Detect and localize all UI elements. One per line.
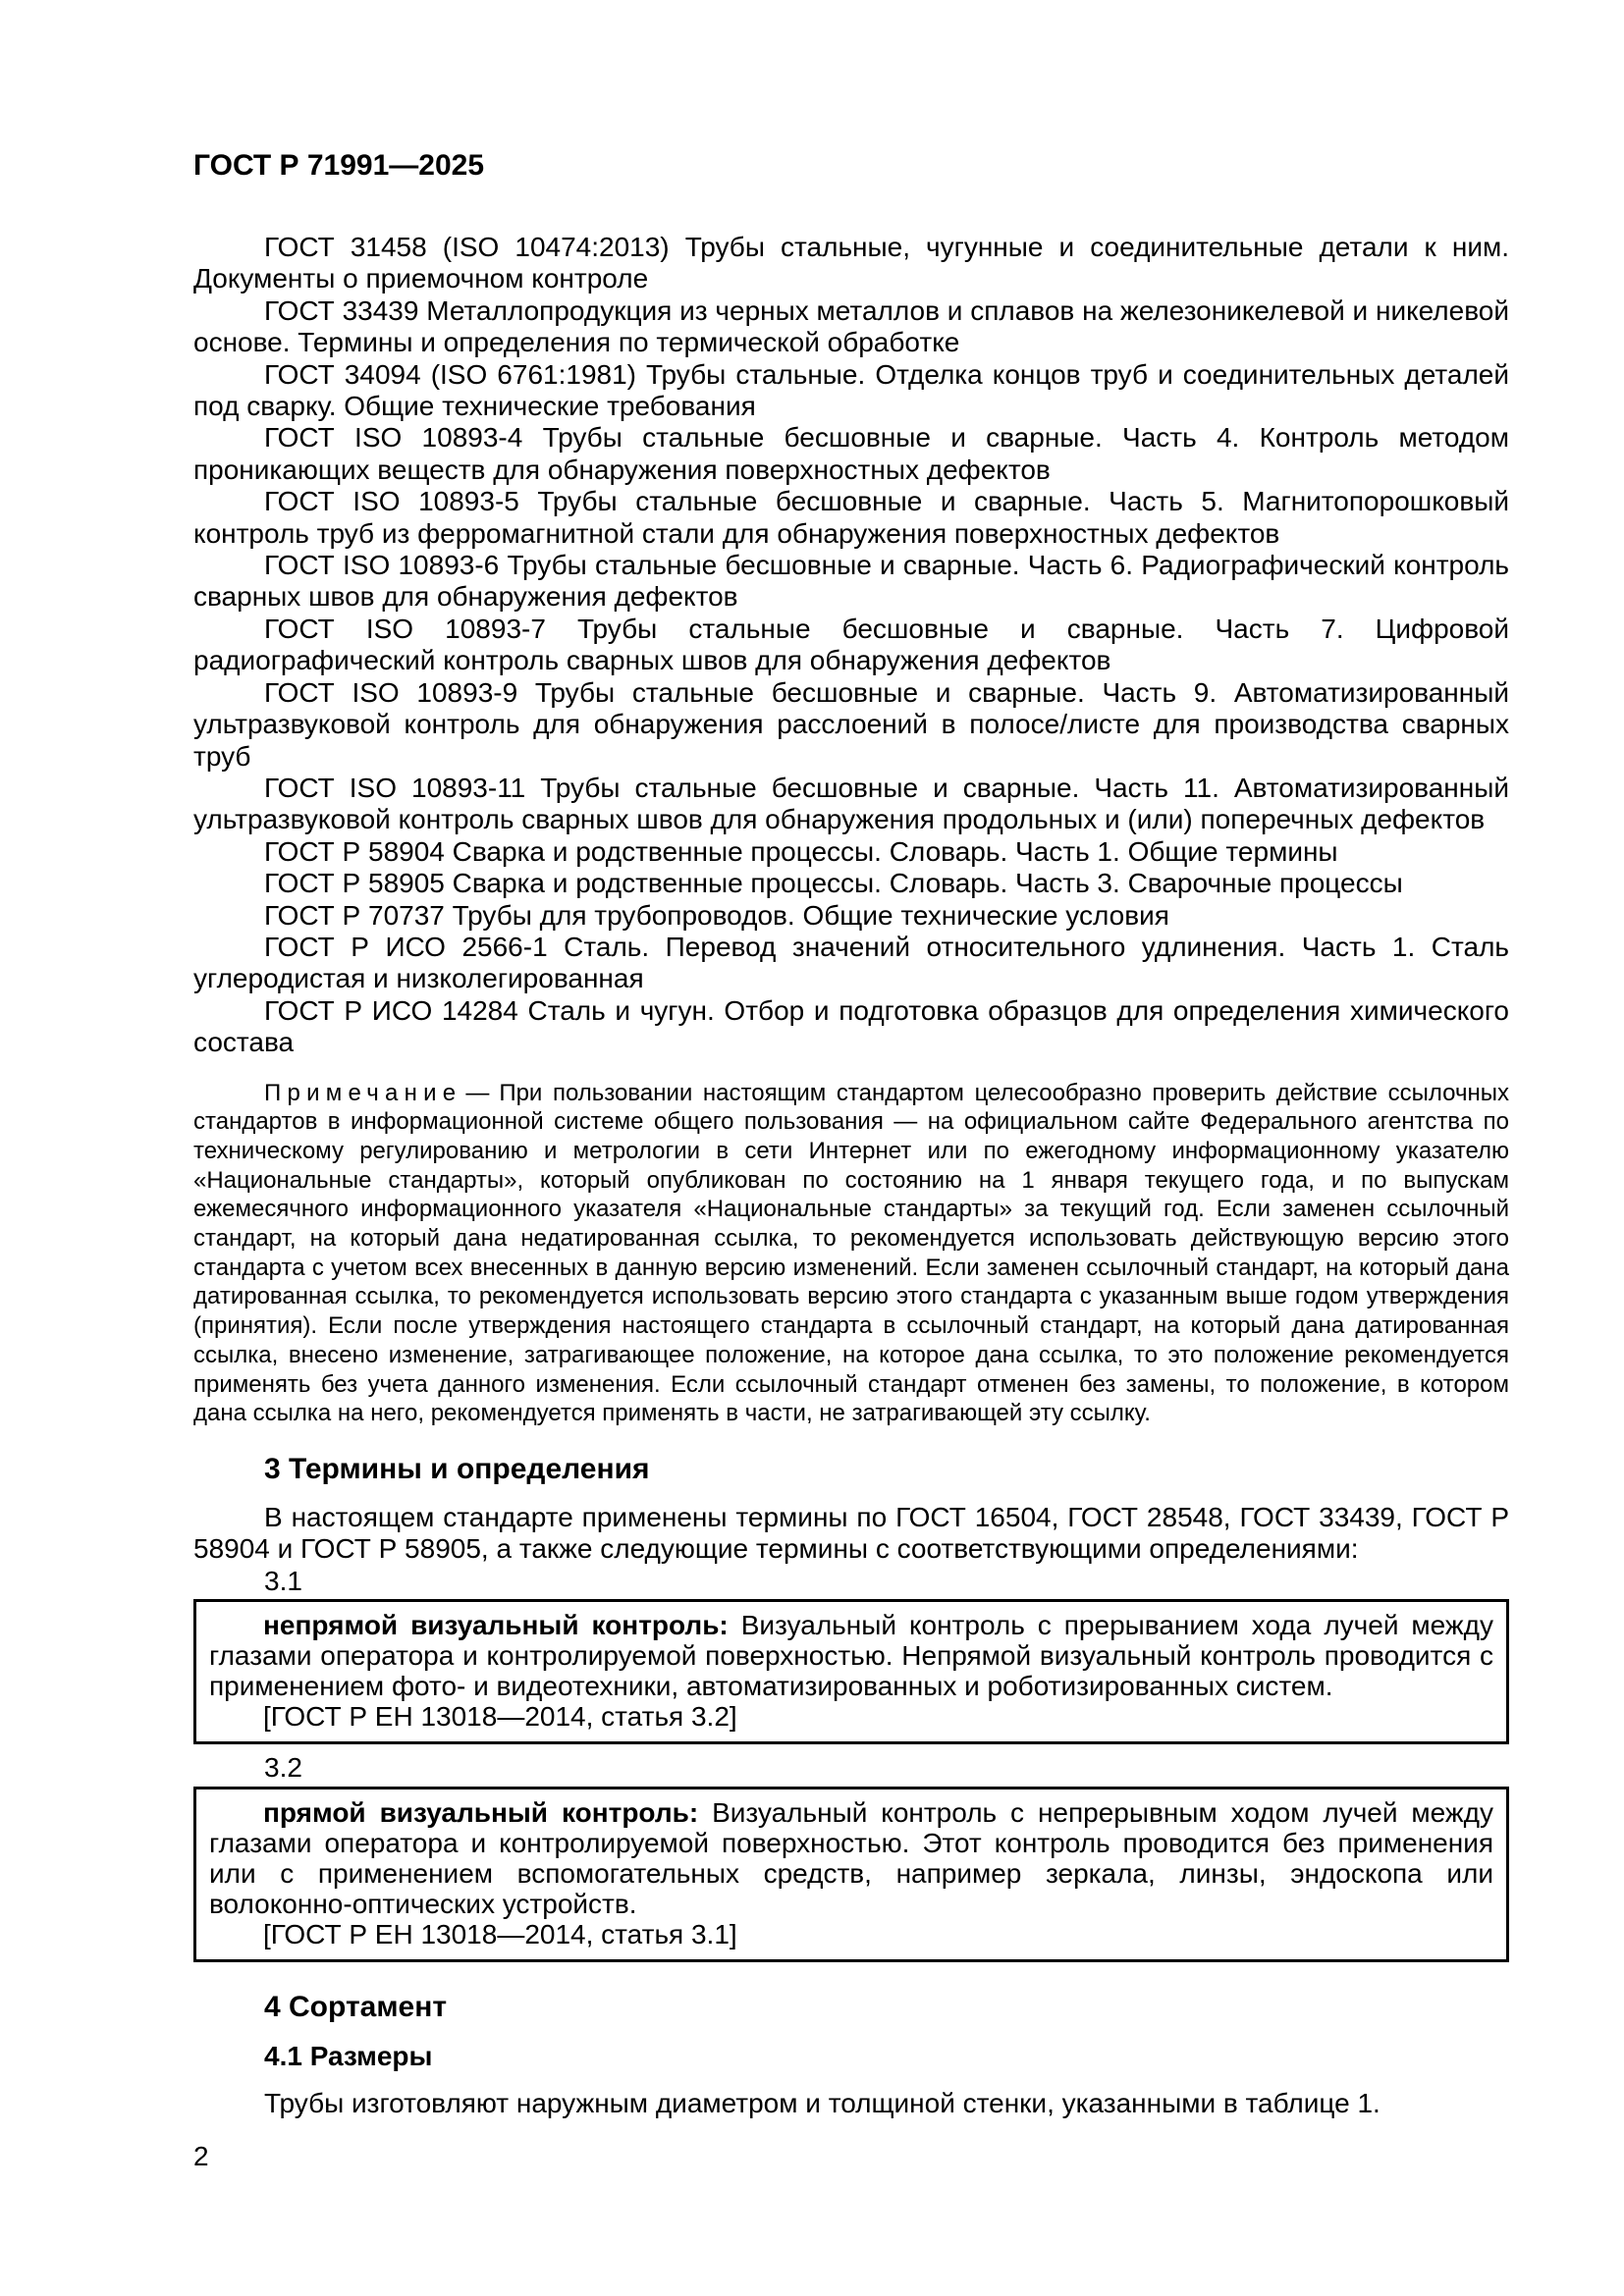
note-body: При пользовании настоящим стандартом целесообразно проверить действие ссылочных стандартов в информационной системе общего пользования — на официальном сайте Федерального агентства по техническому регулированию и метрологии в сети Интернет или по ежегодному информационному указателю «Национальные стандарты», который опубликован по состоянию на 1 января текущего года, и по выпускам ежемесячного информационного указателя «Национальные стандарты» за текущий год. Если заменен ссылочный стандарт, на который дана недатированная ссылка, то рекомендуется использовать действующую версию этого стандарта с учетом всех внесенных в данную версию изменений. Если заменен ссылочный стандарт, на который дана датированная ссылка, то рекомендуется использовать версию этого стандарта с указанным выше годом утверждения (принятия). Если после утверждения настоящего стандарта в ссылочный стандарт, на который дана датированная ссылка, внесено изменение, затрагивающее положение, на которое дана ссылка, то это положение рекомендуется применять без учета данного изменения. Если ссылочный стандарт отменен без замены, то положение, в котором дана ссылка на него, рекомендуется применять в части, не затрагивающей эту ссылку. [193, 1079, 1509, 1427]
term-number-3-2: 3.2 [264, 1752, 302, 1784]
term-text: Визуальный контроль с прерыванием хода лучей между глазами оператора и контролируемой поверхностью. Непрямой визуальный контроль проводится с применением фото- и видеотехники, автоматизированных и роботизированных систем. [209, 1610, 1494, 1702]
section-4-paragraph: Трубы изготовляют наружным диаметром и толщиной стенки, указанными в таблице 1. [264, 2087, 1380, 2118]
reference-item: ГОСТ Р ИСО 14284 Сталь и чугун. Отбор и подготовка образцов для определения химического состава [193, 994, 1509, 1058]
references-list [193, 232, 1509, 1059]
reference-item: ГОСТ ISO 10893-5 Трубы стальные бесшовные и сварные. Часть 5. Магнитопорошковый контроль труб из ферромагнитной стали для обнаружения поверхностных дефектов [193, 486, 1509, 549]
reference-item: ГОСТ ISO 10893-7 Трубы стальные бесшовные и сварные. Часть 7. Цифровой радиографический контроль сварных швов для обнаружения дефектов [193, 613, 1509, 676]
note-dash: — [465, 1079, 490, 1106]
reference-item: ГОСТ 34094 (ISO 6761:1981) Трубы стальные. Отделка концов труб и соединительных деталей под сварку. Общие технические требования [193, 358, 1509, 422]
reference-item: ГОСТ ISO 10893-4 Трубы стальные бесшовные и сварные. Часть 4. Контроль методом проникающих веществ для обнаружения поверхностных дефектов [193, 422, 1509, 485]
reference-item: ГОСТ Р 58904 Сварка и родственные процессы. Словарь. Часть 1. Общие термины [264, 835, 1338, 867]
running-header: ГОСТ Р 71991—2025 [193, 149, 485, 182]
term-number-3-1: 3.1 [264, 1565, 302, 1596]
reference-item: ГОСТ 33439 Металлопродукция из черных металлов и сплавов на железоникелевой и никелевой основе. Термины и определения по термической обработке [193, 294, 1509, 358]
page-number: 2 [193, 2141, 209, 2172]
term-name: прямой визуальный контроль: [263, 1796, 699, 1828]
section-3-heading: 3 Термины и определения [264, 1453, 650, 1485]
note-paragraph [193, 1079, 1509, 1428]
term-definition [209, 1610, 1493, 1701]
reference-item: ГОСТ ISO 10893-11 Трубы стальные бесшовные и сварные. Часть 11. Автоматизированный ультразвуковой контроль сварных швов для обнаружения продольных и (или) поперечных дефектов [193, 772, 1509, 835]
section-3-intro: В настоящем стандарте применены термины по ГОСТ 16504, ГОСТ 28548, ГОСТ 33439, ГОСТ Р 58904 и ГОСТ Р 58905, а также следующие термины с соответствующими определениями: [193, 1502, 1509, 1565]
note-label: Примечание [264, 1079, 462, 1106]
reference-item: ГОСТ Р 70737 Трубы для трубопроводов. Общие технические условия [264, 899, 1169, 931]
term-name: непрямой визуальный контроль: [263, 1610, 729, 1641]
term-source: [ГОСТ Р ЕН 13018—2014, статья 3.1] [263, 1918, 737, 1949]
reference-item: ГОСТ Р 58905 Сварка и родственные процессы. Словарь. Часть 3. Сварочные процессы [264, 868, 1403, 899]
section-4-1-subheading: 4.1 Размеры [264, 2040, 433, 2071]
term-text: Визуальный контроль с непрерывным ходом лучей между глазами оператора и контролируемой поверхностью. Этот контроль проводится без применения или с применением вспомогательных средств, например зеркала, линзы, эндоскопа или волоконно-оптических устройств. [209, 1796, 1493, 1919]
page-content [193, 149, 1509, 2172]
term-box-3-2 [193, 1787, 1509, 1962]
section-4-heading: 4 Сортамент [264, 1990, 448, 2023]
term-box-3-1 [193, 1599, 1509, 1744]
term-definition [209, 1797, 1493, 1919]
reference-item: ГОСТ Р ИСО 2566-1 Сталь. Перевод значений относительного удлинения. Часть 1. Сталь углеродистая и низколегированная [193, 931, 1509, 994]
reference-item: ГОСТ ISO 10893-9 Трубы стальные бесшовные и сварные. Часть 9. Автоматизированный ультразвуковой контроль для обнаружения расслоений в полосе/листе для производства сварных труб [193, 676, 1509, 772]
term-source: [ГОСТ Р ЕН 13018—2014, статья 3.2] [263, 1701, 737, 1733]
reference-item: ГОСТ ISO 10893-6 Трубы стальные бесшовные и сварные. Часть 6. Радиографический контроль сварных швов для обнаружения дефектов [193, 550, 1509, 613]
reference-item: ГОСТ 31458 (ISO 10474:2013) Трубы стальные, чугунные и соединительные детали к ним. Документы о приемочном контроле [193, 232, 1509, 294]
